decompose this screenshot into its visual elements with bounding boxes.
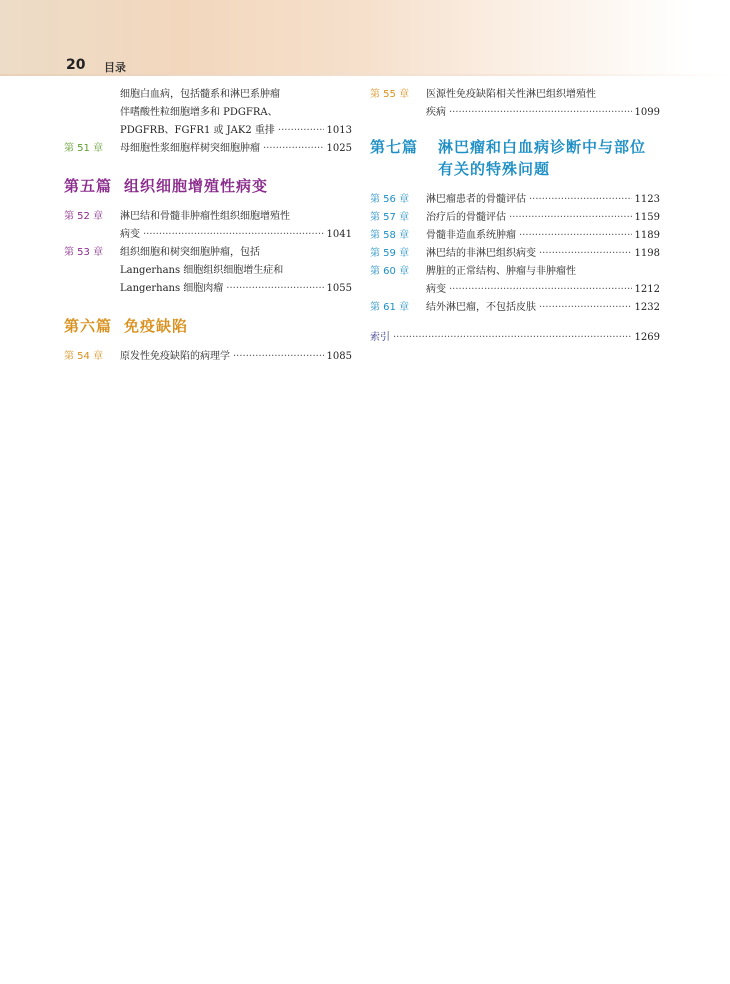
chapter-title: 淋巴瘤患者的骨髓评估 [426, 194, 526, 205]
toc-entry-ch54[interactable] [64, 348, 352, 366]
chapter-label: 第 61 章 [370, 302, 410, 313]
page-ref[interactable]: 1232 [634, 302, 660, 313]
leader-dots [539, 299, 632, 317]
chapter-title: 母细胞性浆细胞样树突细胞肿瘤 [120, 143, 260, 154]
part-label: 第五篇 [64, 177, 113, 195]
toc-right-column [370, 86, 660, 347]
page-number: 20 [66, 57, 86, 73]
part-name: 有关的特殊问题 [438, 160, 551, 178]
leader-dots [263, 140, 324, 158]
part-heading-7[interactable] [370, 136, 660, 180]
chapter-title: 疾病 [426, 107, 446, 118]
toc-entry-ch60[interactable] [370, 263, 660, 299]
toc-left-column [64, 86, 352, 366]
chapter-title: 结外淋巴瘤，不包括皮肤 [426, 302, 536, 313]
leader-dots [519, 227, 632, 245]
page-ref[interactable]: 1269 [634, 332, 660, 343]
toc-entry-ch51[interactable] [64, 140, 352, 158]
chapter-title: 脾脏的正常结构、肿瘤与非肿瘤性 [426, 266, 576, 277]
toc-entry-index[interactable] [370, 329, 660, 347]
leader-dots [278, 122, 324, 140]
page-ref[interactable]: 1123 [634, 194, 660, 205]
chapter-title: 治疗后的骨髓评估 [426, 212, 506, 223]
chapter-title: 原发性免疫缺陷的病理学 [120, 351, 230, 362]
chapter-title: Langerhans 细胞组织细胞增生症和 [120, 265, 284, 276]
chapter-title: 淋巴结的非淋巴组织病变 [426, 248, 536, 259]
chapter-label: 第 55 章 [370, 89, 410, 100]
leader-dots [226, 280, 323, 298]
chapter-label: 第 58 章 [370, 230, 410, 241]
toc-entry-ch50-continued [64, 86, 352, 140]
chapter-title: 淋巴结和骨髓非肿瘤性组织细胞增殖性 [120, 211, 290, 222]
part-name: 免疫缺陷 [124, 317, 189, 335]
entry-text: 细胞白血病，包括髓系和淋巴系肿瘤 [120, 89, 280, 100]
header-title: 目录 [104, 61, 126, 74]
leader-dots [449, 281, 632, 299]
toc-entry-ch61[interactable] [370, 299, 660, 317]
part-label: 第六篇 [64, 317, 113, 335]
chapter-label: 第 51 章 [64, 143, 104, 154]
entry-text: 伴嗜酸性粒细胞增多和 PDGFRA、 [120, 107, 278, 118]
chapter-title: 病变 [120, 229, 140, 240]
page-ref[interactable]: 1189 [634, 230, 660, 241]
chapter-label: 第 53 章 [64, 247, 104, 258]
page-ref[interactable]: 1055 [326, 283, 352, 294]
toc-entry-ch52[interactable] [64, 208, 352, 244]
leader-dots [233, 348, 324, 366]
leader-dots [143, 226, 324, 244]
leader-dots [529, 191, 632, 209]
chapter-label: 第 59 章 [370, 248, 410, 259]
toc-entry-ch57[interactable] [370, 209, 660, 227]
chapter-title: 医源性免疫缺陷相关性淋巴组织增殖性 [426, 89, 596, 100]
leader-dots [509, 209, 632, 227]
page-ref[interactable]: 1212 [634, 284, 660, 295]
part-heading-6[interactable] [64, 315, 352, 336]
toc-entry-ch59[interactable] [370, 245, 660, 263]
chapter-title: Langerhans 细胞肉瘤 [120, 283, 224, 294]
page-ref[interactable]: 1198 [634, 248, 660, 259]
toc-entry-ch56[interactable] [370, 191, 660, 209]
chapter-label: 第 57 章 [370, 212, 410, 223]
chapter-title: 病变 [426, 284, 446, 295]
page-ref[interactable]: 1041 [326, 229, 352, 240]
chapter-label: 第 60 章 [370, 266, 410, 277]
toc-entry-ch53[interactable] [64, 244, 352, 298]
leader-dots [539, 245, 632, 263]
toc-entry-ch58[interactable] [370, 227, 660, 245]
part-name: 淋巴瘤和白血病诊断中与部位 [438, 138, 647, 156]
part-label: 第七篇 [370, 138, 419, 156]
chapter-label: 第 54 章 [64, 351, 104, 362]
page-ref[interactable]: 1099 [634, 107, 660, 118]
part-name: 组织细胞增殖性病变 [124, 177, 269, 195]
chapter-title: 骨髓非造血系统肿瘤 [426, 230, 516, 241]
page-ref[interactable]: 1159 [634, 212, 660, 223]
chapter-title: 组织细胞和树突细胞肿瘤，包括 [120, 247, 260, 258]
chapter-label: 第 52 章 [64, 211, 104, 222]
chapter-label: 第 56 章 [370, 194, 410, 205]
page-ref[interactable]: 1013 [326, 125, 352, 136]
leader-dots [393, 329, 632, 347]
entry-text: PDGFRB、FGFR1 或 JAK2 重排 [120, 125, 275, 136]
part-heading-5[interactable] [64, 175, 352, 196]
page-ref[interactable]: 1085 [326, 351, 352, 362]
leader-dots [449, 104, 632, 122]
index-label: 索引 [370, 332, 390, 343]
toc-entry-ch55[interactable] [370, 86, 660, 122]
page-ref[interactable]: 1025 [326, 143, 352, 154]
